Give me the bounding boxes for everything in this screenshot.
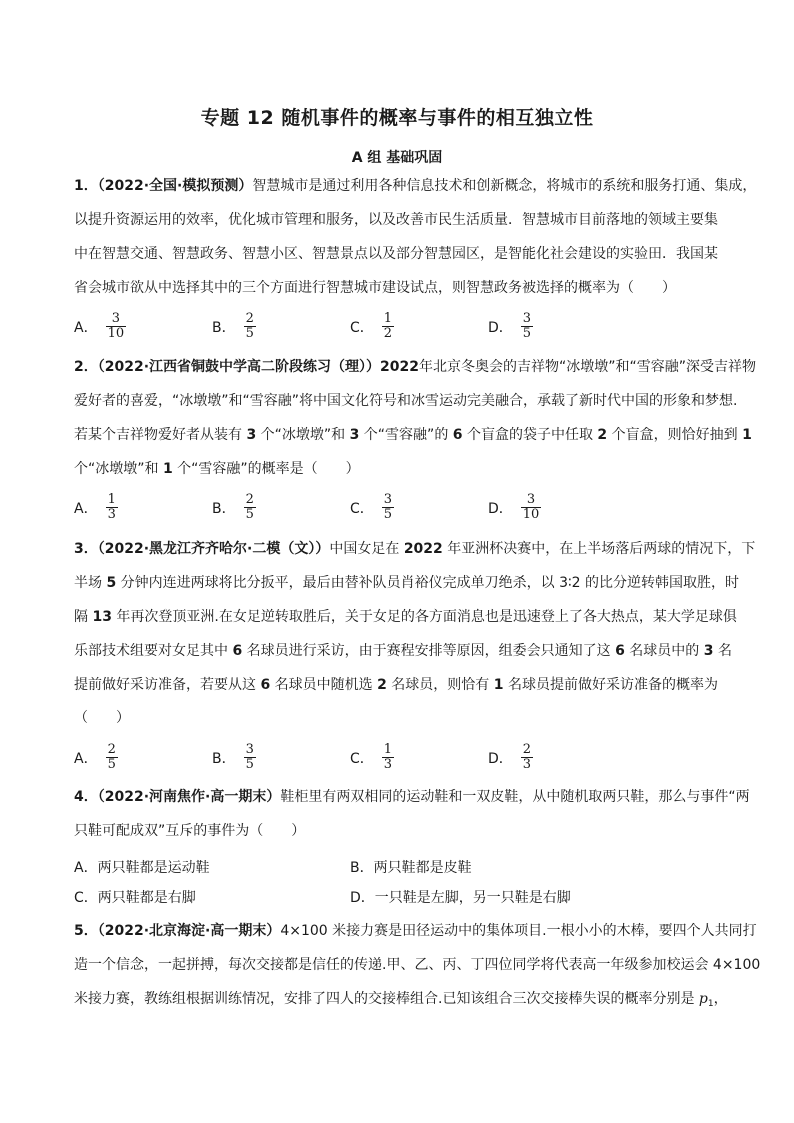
q2-option-b[interactable]: B． $\frac{2}{5}$ xyxy=(212,492,254,522)
q3-option-d[interactable]: D． $\frac{2}{3}$ xyxy=(488,742,532,772)
q3-line-6: （ ） xyxy=(74,710,130,726)
fraction: $\frac{1}{2}$ xyxy=(383,311,393,341)
section-heading: A 组 基础巩固 xyxy=(351,150,443,166)
q3-option-b[interactable]: B． $\frac{3}{5}$ xyxy=(212,742,254,772)
page-title: 专题 12 随机事件的概率与事件的相互独立性 xyxy=(200,107,594,129)
q4-source: （2022·河南焦作·高一期末） xyxy=(97,789,281,805)
q2-line-2: 爱好者的喜爱，“冰墩墩”和“雪容融”将中国文化符号和冰雪运动完美融合，承载了新时代中国的形象和梦想. xyxy=(74,393,738,409)
fraction: $\frac{1}{3}$ xyxy=(107,492,116,522)
fraction: $\frac{1}{3}$ xyxy=(383,742,393,772)
q5-number: 5． xyxy=(74,923,98,939)
fraction: $\frac{2}{5}$ xyxy=(107,742,116,772)
fraction: $\frac{3}{10}$ xyxy=(522,492,540,522)
q1-number: 1． xyxy=(74,178,98,194)
q3-option-a[interactable]: A． $\frac{2}{5}$ xyxy=(74,742,116,772)
q5-line-3: 米接力赛，教练组根据训练情况，安排了四人的交接棒组合.已知该组合三次交接棒失误的概率分别是 $p_1$， xyxy=(74,991,728,1009)
q3-number: 3． xyxy=(74,541,98,557)
q3-line-3: 隔 13 年再次登顶亚洲.在女足逆转取胜后，关于女足的各方面消息也是迅速登上了各大热点，某大学足球俱 xyxy=(74,609,737,625)
q2-line-4: 个“冰墩墩”和 1 个“雪容融”的概率是（ ） xyxy=(74,461,360,477)
q1-option-c[interactable]: C． $\frac{1}{2}$ xyxy=(350,311,393,341)
q3-option-c[interactable]: C． $\frac{1}{3}$ xyxy=(350,742,393,772)
fraction: $\frac{3}{5}$ xyxy=(522,311,532,341)
q4-option-d[interactable]: D．一只鞋是左脚，另一只鞋是右脚 xyxy=(350,890,571,906)
fraction: $\frac{3}{5}$ xyxy=(245,742,254,772)
q5-line-1: 5．（2022·北京海淀·高一期末）4×100 米接力赛是田径运动中的集体项目.一根小小的木棒，要四个人共同打 xyxy=(74,923,757,939)
fraction: $\frac{2}{3}$ xyxy=(522,742,532,772)
q2-source: （2022·江西省铜鼓中学高二阶段练习（理）） xyxy=(97,359,381,375)
q4-option-c[interactable]: C．两只鞋都是右脚 xyxy=(74,890,196,906)
q3-line-2: 半场 5 分钟内连进两球将比分扳平，最后由替补队员肖裕仪完成单刀绝杀，以 3∶2 的比分逆转韩国取胜，时 xyxy=(74,575,740,591)
q1-source: （2022·全国·模拟预测） xyxy=(97,178,253,194)
q3-line-1: 3．（2022·黑龙江齐齐哈尔·二模（文））中国女足在 2022 年亚洲杯决赛中，在上半场落后两球的情况下，下 xyxy=(74,541,756,557)
q2-option-c[interactable]: C． $\frac{3}{5}$ xyxy=(350,492,393,522)
q1-option-d[interactable]: D． $\frac{3}{5}$ xyxy=(488,311,532,341)
q4-option-b[interactable]: B．两只鞋都是皮鞋 xyxy=(350,860,472,876)
q2-option-d[interactable]: D． $\frac{3}{10}$ xyxy=(488,492,540,522)
fraction: $\frac{2}{5}$ xyxy=(245,492,254,522)
q2-line-3: 若某个吉祥物爱好者从装有 3 个“冰墩墩”和 3 个“雪容融”的 6 个盲盒的袋子中任取 2 个盲盒，则恰好抽到 1 xyxy=(74,427,752,443)
q1-line-1 xyxy=(74,177,756,195)
q3-line-4: 乐部技术组要对女足其中 6 名球员进行采访，由于赛程安排等原因，组委会只通知了这 6 名球员中的 3 名 xyxy=(74,643,732,659)
q1-text: 智慧城市是通过利用各种信息技术和创新概念，将城市的系统和服务打通、集成， xyxy=(252,178,757,194)
q4-number: 4． xyxy=(74,789,98,805)
q4-option-a[interactable]: A．两只鞋都是运动鞋 xyxy=(74,860,210,876)
q2-number: 2． xyxy=(74,359,98,375)
q1-option-a[interactable]: A． $\frac{3}{10}$ xyxy=(74,311,125,341)
q3-source: （2022·黑龙江齐齐哈尔·二模（文）） xyxy=(97,541,330,557)
fraction: $\frac{3}{10}$ xyxy=(107,311,125,341)
q5-line-2: 造一个信念，一起拼搏，每次交接都是信任的传递.甲、乙、丙、丁四位同学将代表高一年级参加校运会 4×100 xyxy=(74,957,761,973)
q1-line-4: 省会城市欲从中选择其中的三个方面进行智慧城市建设试点，则智慧政务被选择的概率为（ ） xyxy=(74,280,676,296)
q3-line-5: 提前做好采访准备，若要从这 6 名球员中随机选 2 名球员，则恰有 1 名球员提前做好采访准备的概率为 xyxy=(74,677,718,693)
q1-option-b[interactable]: B． $\frac{2}{5}$ xyxy=(212,311,254,341)
q2-option-a[interactable]: A． $\frac{1}{3}$ xyxy=(74,492,116,522)
fraction: $\frac{3}{5}$ xyxy=(383,492,393,522)
q1-line-3: 中在智慧交通、智慧政务、智慧小区、智慧景点以及部分智慧园区，是智能化社会建设的实验田．我国某 xyxy=(74,246,718,262)
fraction: $\frac{2}{5}$ xyxy=(245,311,254,341)
q5-source: （2022·北京海淀·高一期末） xyxy=(97,923,281,939)
q1-line-2: 以提升资源运用的效率，优化城市管理和服务，以及改善市民生活质量．智慧城市目前落地的领域主要集 xyxy=(74,212,718,228)
q4-line-2: 只鞋可配成双”互斥的事件为（ ） xyxy=(74,823,306,839)
q2-line-1: 2．（2022·江西省铜鼓中学高二阶段练习（理））2022年北京冬奥会的吉祥物“冰墩墩”和“雪容融”深受吉祥物 xyxy=(74,359,757,375)
q4-line-1: 4．（2022·河南焦作·高一期末）鞋柜里有两双相同的运动鞋和一双皮鞋，从中随机取两只鞋，那么与事件“两 xyxy=(74,789,750,805)
